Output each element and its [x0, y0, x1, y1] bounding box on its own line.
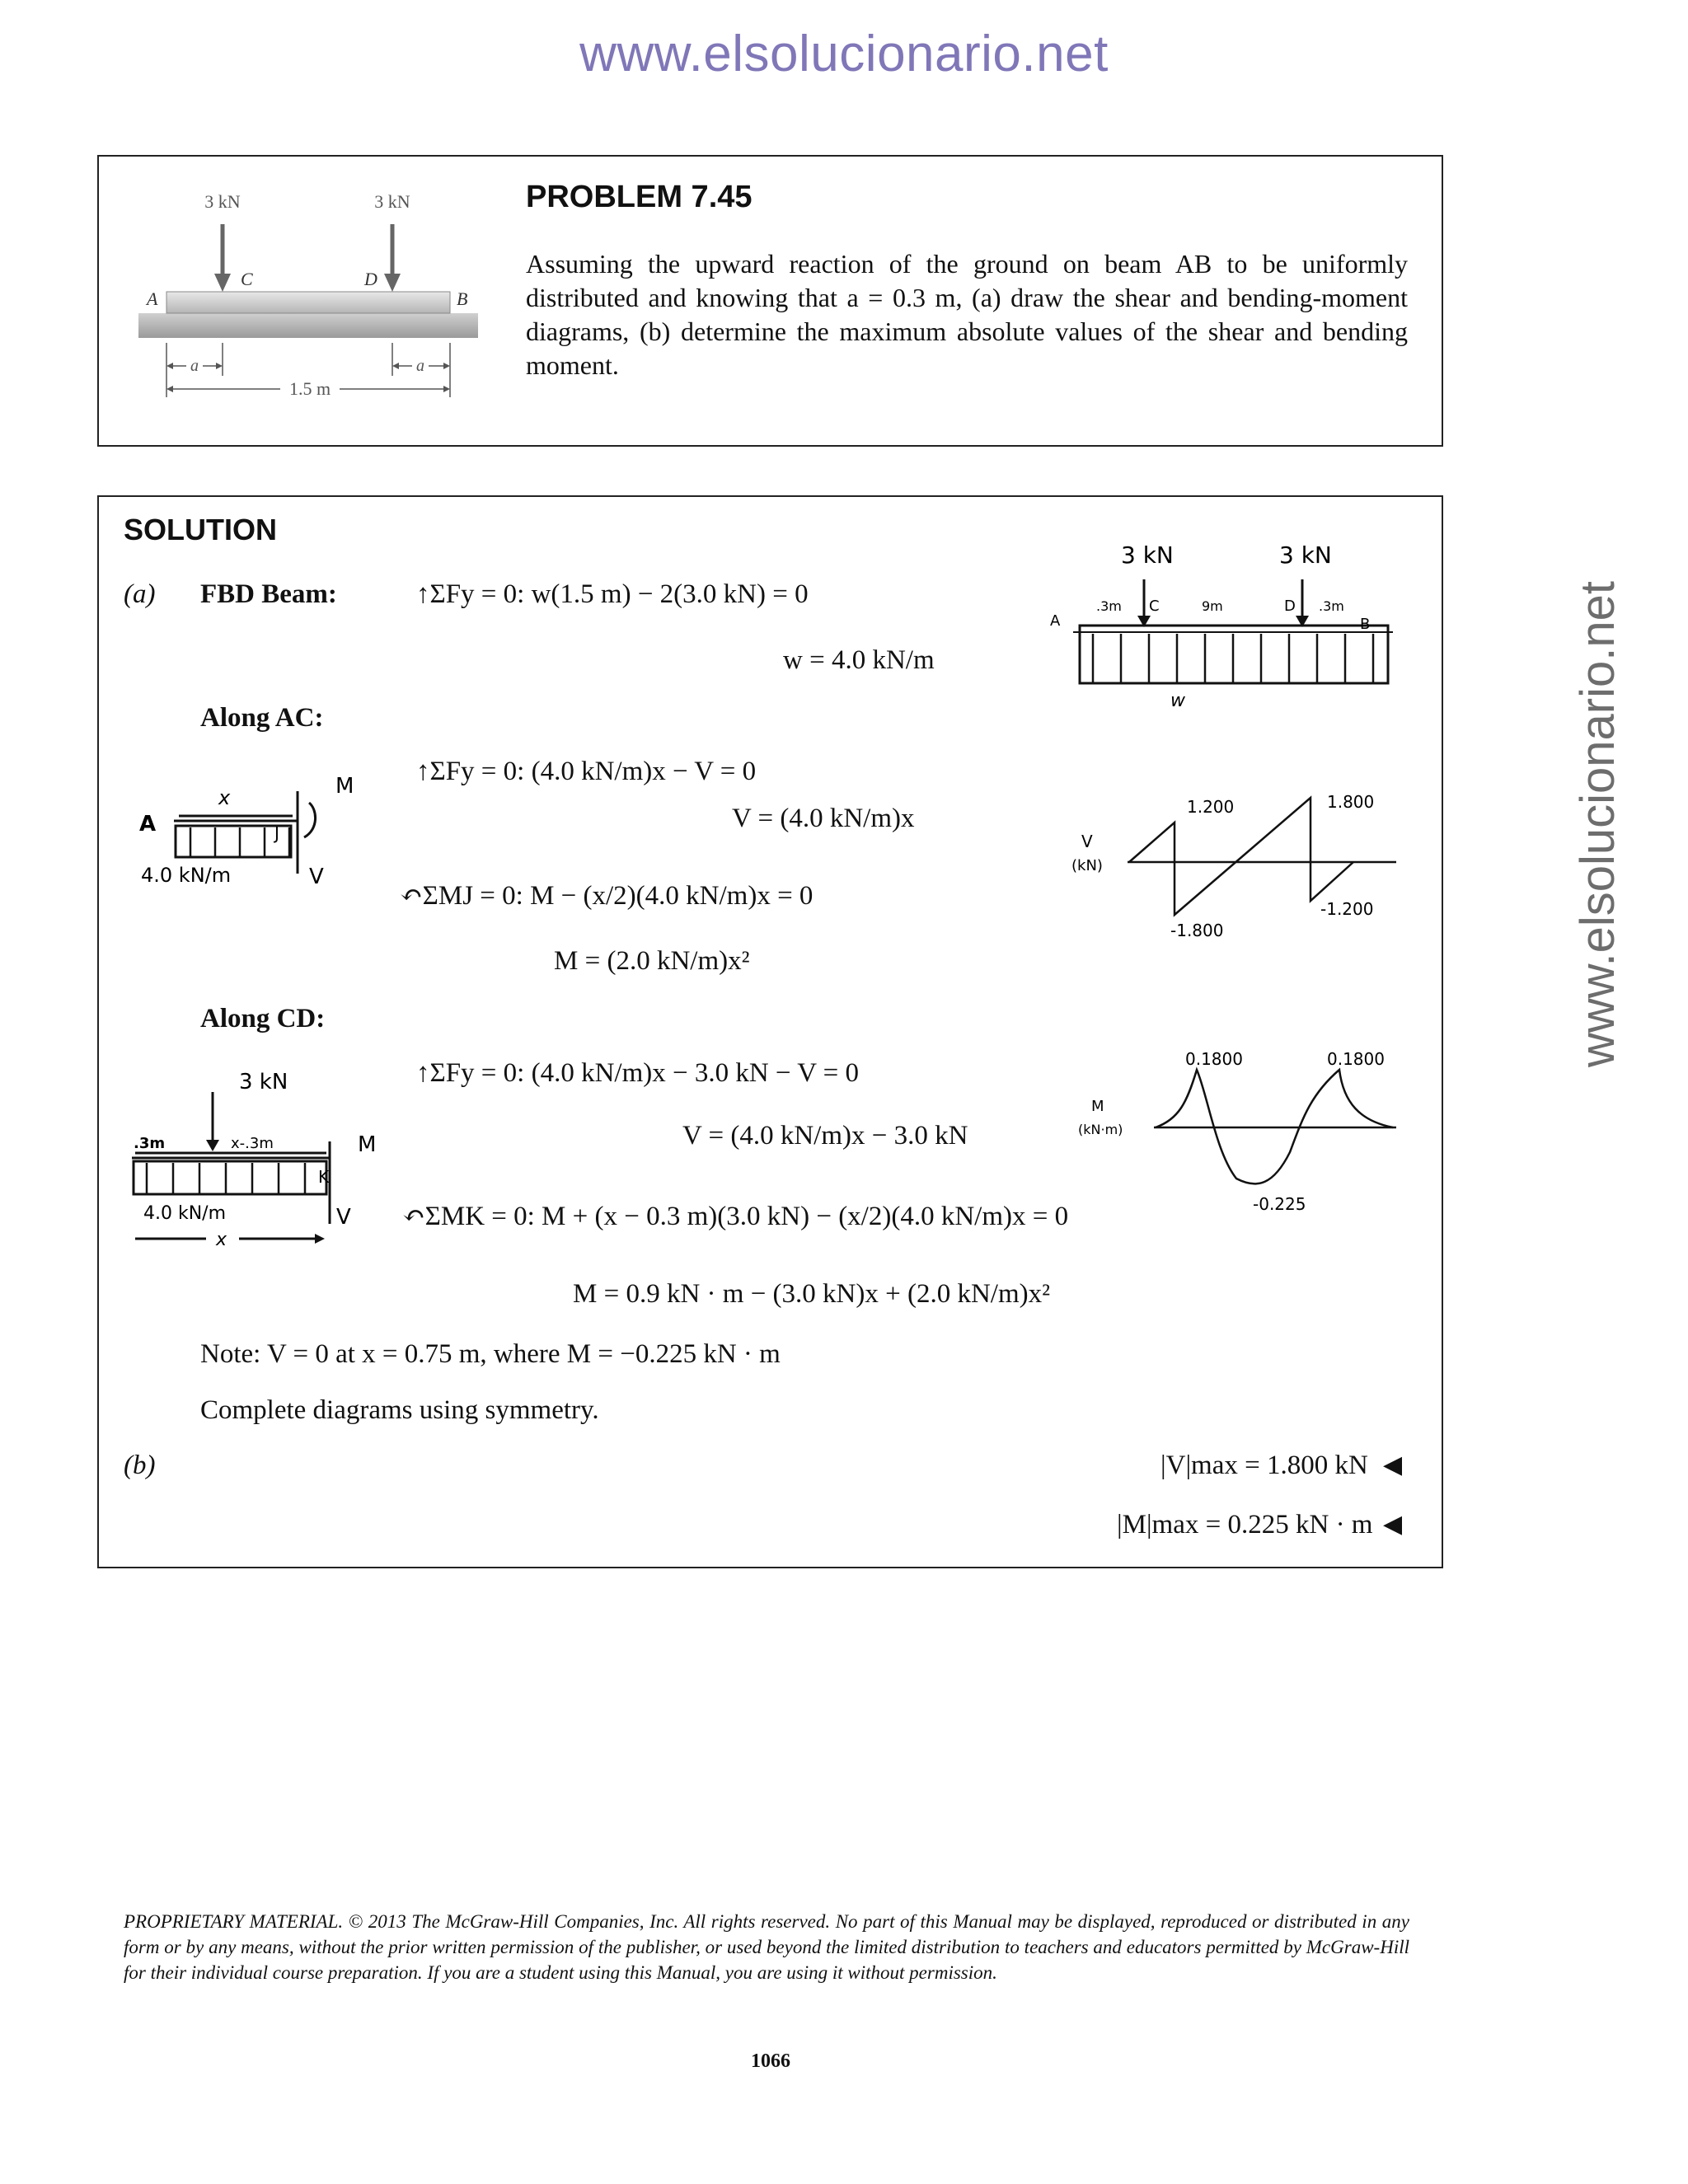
load-arrow-c: [214, 274, 231, 292]
load-label-c: 3 kN: [204, 191, 241, 212]
svg-text:A: A: [139, 812, 157, 837]
answer-marker-icon: ◀: [1383, 1451, 1403, 1479]
svg-text:.3m: .3m: [1319, 598, 1344, 614]
cd-fbd-sketch: [124, 1059, 396, 1253]
cd-equation-3: ↶ΣMK = 0: M + (x − 0.3 m)(3.0 kN) − (x/2)(4.0 kN/m)x = 0: [402, 1202, 1069, 1231]
copyright-notice: PROPRIETARY MATERIAL. © 2013 The McGraw-Hill Companies, Inc. All rights reserved. No part of this Manual may be displayed, reproduced or distributed in any form or by any means, without the prior written permission of the publisher, or used beyond the limited distribution to teachers and educators permitted by McGraw-Hill for their individual course preparation. If you are a student using this Manual, you are using it without permission.: [124, 1911, 1409, 1983]
problem-figure: [124, 181, 503, 412]
svg-text:x-.3m: x-.3m: [231, 1135, 274, 1152]
svg-text:3 kN: 3 kN: [239, 1070, 288, 1094]
fbd-equation-1: ↑ΣFy = 0: w(1.5 m) − 2(3.0 kN) = 0: [416, 579, 809, 609]
point-c: C: [241, 269, 253, 289]
problem-title: PROBLEM 7.45: [526, 180, 753, 214]
svg-text:(kN): (kN): [1071, 857, 1103, 874]
svg-text:1.200: 1.200: [1187, 797, 1235, 817]
dim-span: 1.5 m: [288, 378, 331, 399]
solution-title: SOLUTION: [124, 513, 277, 546]
part-a-label: (a): [124, 579, 156, 609]
fbd-equation-2: w = 4.0 kN/m: [783, 645, 935, 675]
cd-equation-4: M = 0.9 kN · m − (3.0 kN)x + (2.0 kN/m)x²: [573, 1279, 1051, 1309]
svg-text:.3m: .3m: [1096, 598, 1122, 614]
cd-equation-1: ↑ΣFy = 0: (4.0 kN/m)x − 3.0 kN − V = 0: [416, 1058, 860, 1088]
ground: [138, 313, 478, 338]
svg-text:x: x: [218, 786, 231, 809]
svg-text:M: M: [358, 1132, 377, 1157]
watermark-side: www.elsolucionario.net: [1571, 581, 1625, 1067]
svg-text:K: K: [318, 1167, 330, 1187]
answer-marker-icon: ◀: [1383, 1511, 1403, 1538]
svg-text:V: V: [1081, 832, 1093, 851]
point-d: D: [364, 269, 377, 289]
svg-text:-1.200: -1.200: [1320, 899, 1374, 919]
ac-equation-1: ↑ΣFy = 0: (4.0 kN/m)x − V = 0: [416, 757, 757, 786]
svg-text:A: A: [1050, 612, 1061, 630]
ac-equation-3: ↶ΣMJ = 0: M − (x/2)(4.0 kN/m)x = 0: [400, 881, 814, 911]
svg-text:3 kN: 3 kN: [1121, 541, 1174, 569]
svg-text:J: J: [274, 823, 279, 843]
dim-a-left: a: [190, 357, 199, 375]
fbd-beam-label: FBD Beam:: [200, 579, 337, 609]
watermark-top[interactable]: www.elsolucionario.net: [579, 26, 1109, 82]
load-arrow-d: [384, 274, 401, 292]
note-line: Note: V = 0 at x = 0.75 m, where M = −0.225 kN · m: [200, 1339, 781, 1369]
ac-fbd-sketch: [136, 758, 383, 898]
svg-text:.3m: .3m: [134, 1135, 166, 1152]
svg-text:4.0 kN/m: 4.0 kN/m: [143, 1203, 227, 1224]
along-ac-heading: Along AC:: [200, 703, 324, 733]
svg-text:V: V: [309, 865, 324, 889]
svg-text:D: D: [1284, 598, 1296, 615]
svg-text:C: C: [1149, 598, 1160, 615]
svg-text:9m: 9m: [1202, 598, 1223, 614]
svg-text:(kN·m): (kN·m): [1078, 1122, 1123, 1137]
page-number: 1066: [751, 2050, 790, 2072]
svg-text:0.1800: 0.1800: [1327, 1049, 1385, 1069]
along-cd-heading: Along CD:: [200, 1004, 326, 1033]
ac-equation-2: V = (4.0 kN/m)x: [732, 804, 915, 833]
fbd-sketch: [1047, 540, 1393, 717]
svg-text:V: V: [336, 1205, 351, 1230]
svg-text:-0.225: -0.225: [1253, 1194, 1306, 1214]
load-label-d: 3 kN: [374, 191, 410, 212]
dim-a-right: a: [416, 357, 424, 375]
svg-text:-1.800: -1.800: [1170, 921, 1224, 938]
point-a: A: [147, 288, 158, 309]
svg-text:M: M: [335, 774, 354, 799]
vmax-answer: |V|max = 1.800 kN: [1160, 1451, 1368, 1480]
symmetry-line: Complete diagrams using symmetry.: [200, 1395, 599, 1425]
beam: [166, 292, 450, 313]
svg-text:M: M: [1091, 1098, 1104, 1115]
svg-text:w: w: [1170, 691, 1185, 711]
part-b-label: (b): [124, 1451, 156, 1480]
svg-text:B: B: [1360, 616, 1371, 633]
svg-text:1.800: 1.800: [1327, 792, 1375, 812]
cd-equation-2: V = (4.0 kN/m)x − 3.0 kN: [682, 1121, 968, 1151]
moment-diagram: [1063, 1045, 1409, 1226]
svg-text:3 kN: 3 kN: [1279, 541, 1332, 569]
shear-diagram: [1063, 781, 1409, 938]
svg-text:0.1800: 0.1800: [1185, 1049, 1243, 1069]
mmax-answer: |M|max = 0.225 kN · m: [1117, 1510, 1373, 1540]
svg-text:x: x: [216, 1230, 227, 1250]
point-b: B: [457, 288, 468, 309]
ac-equation-4: M = (2.0 kN/m)x²: [554, 946, 750, 976]
problem-statement: Assuming the upward reaction of the ground on beam AB to be uniformly distributed and knowing that a = 0.3 m, (a) draw the shear and bending-moment diagrams, (b) determine the maximum absolute values of the shear and bending moment.: [526, 249, 1408, 380]
svg-text:4.0 kN/m: 4.0 kN/m: [141, 864, 232, 887]
